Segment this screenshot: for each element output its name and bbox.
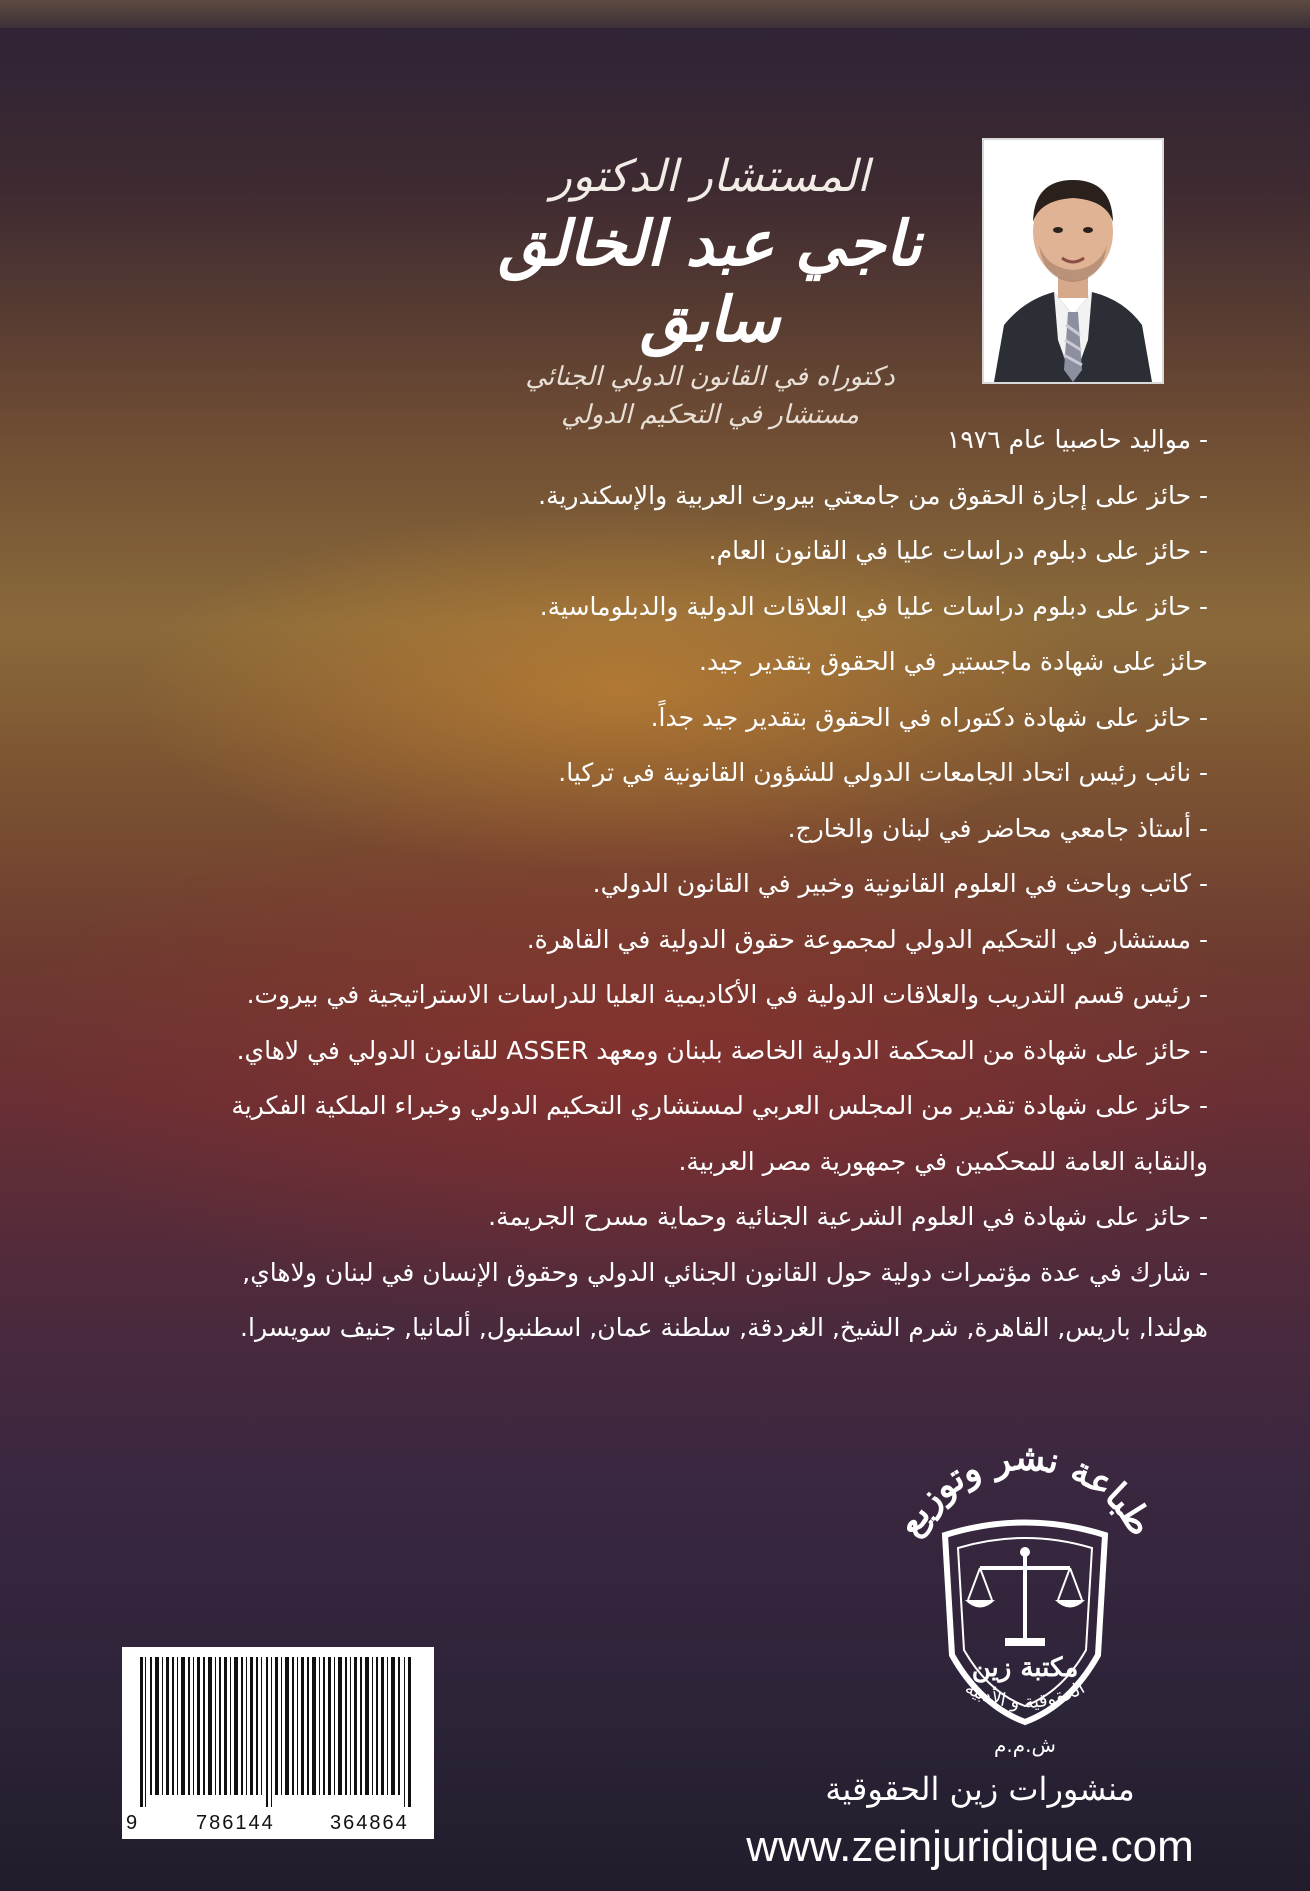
publisher-name: منشورات زين الحقوقية [825, 1770, 1135, 1808]
barcode-digit-first: 9 [126, 1812, 138, 1834]
bio-line: والنقابة العامة للمحكمين في جمهورية مصر العربية. [678, 1146, 1208, 1176]
isbn-barcode [122, 1647, 434, 1839]
author-name: ناجي عبد الخالق سابق [498, 207, 922, 356]
author-block [450, 150, 970, 434]
logo-arc-text: طباعة نشر وتوزيع [887, 1440, 1163, 1544]
author-photo [982, 138, 1164, 384]
bio-line: - حائز على شهادة في العلوم الشرعية الجنائية وحماية مسرح الجريمة. [488, 1202, 1208, 1231]
author-portrait-icon [984, 140, 1162, 382]
svg-text:طباعة نشر وتوزيع [888, 1440, 1163, 1544]
bio-line: - مواليد حاصبيا عام ١٩٧٦ [946, 425, 1208, 454]
bio-line: - حائز على شهادة من المحكمة الدولية الخاصة بلبنان ومعهد ASSER للقانون الدولي في لاهاي. [236, 1035, 1208, 1065]
logo-bottom-text: الحقوقية و الأدبية [961, 1677, 1089, 1713]
barcode-icon [122, 1647, 434, 1812]
barcode-digits [122, 1810, 434, 1836]
bio-line: - كاتب وباحث في العلوم القانونية وخبير في القانون الدولي. [592, 869, 1208, 898]
barcode-digits-left: 786144 [196, 1812, 275, 1834]
website-url[interactable]: www.zeinjuridique.com [746, 1822, 1194, 1871]
bio-line: - حائز على شهادة دكتوراه في الحقوق بتقدير جيد جداً. [650, 702, 1208, 732]
author-subtitle-line: مستشار في التحكيم الدولي [561, 400, 859, 430]
top-band [0, 0, 1310, 28]
barcode-digits-right: 364864 [330, 1812, 409, 1834]
bio-line: هولندا, باريس, القاهرة, شرم الشيخ, الغردقة, سلطنة عمان, اسطنبول, ألمانيا, جنيف سويسرا. [240, 1313, 1208, 1342]
bio-line: - أستاذ جامعي محاضر في لبنان والخارج. [787, 813, 1208, 843]
bio-line: - نائب رئيس اتحاد الجامعات الدولي للشؤون القانونية في تركيا. [558, 758, 1208, 787]
bio-line: - حائز على إجازة الحقوق من جامعتي بيروت العربية والإسكندرية. [538, 480, 1208, 510]
logo-inner-text: مكتبة زين [971, 1653, 1079, 1683]
biography-list [150, 412, 1208, 1356]
bio-line: - مستشار في التحكيم الدولي لمجموعة حقوق الدولية في القاهرة. [526, 924, 1208, 954]
bio-line: - حائز على شهادة تقدير من المجلس العربي لمستشاري التحكيم الدولي وخبراء الملكية الفكرية [231, 1091, 1208, 1120]
publisher-logo [870, 1440, 1180, 1760]
bio-line: - حائز على دبلوم دراسات عليا في القانون العام. [708, 536, 1208, 565]
logo-suffix: ش.م.م [994, 1733, 1056, 1757]
author-title: المستشار الدكتور [550, 151, 870, 202]
author-subtitle-line: دكتوراه في القانون الدولي الجنائي [525, 362, 895, 392]
bio-line: حائز على شهادة ماجستير في الحقوق بتقدير جيد. [699, 647, 1208, 676]
bio-line: - حائز على دبلوم دراسات عليا في العلاقات الدولية والدبلوماسية. [539, 591, 1208, 621]
scales-of-justice-shield-icon [870, 1440, 1180, 1760]
bio-line: - رئيس قسم التدريب والعلاقات الدولية في الأكاديمية العليا للدراسات الاستراتيجية في بيروت. [246, 980, 1208, 1009]
bio-line: - شارك في عدة مؤتمرات دولية حول القانون الجنائي الدولي وحقوق الإنسان في لبنان ولاهاي, [242, 1257, 1208, 1287]
